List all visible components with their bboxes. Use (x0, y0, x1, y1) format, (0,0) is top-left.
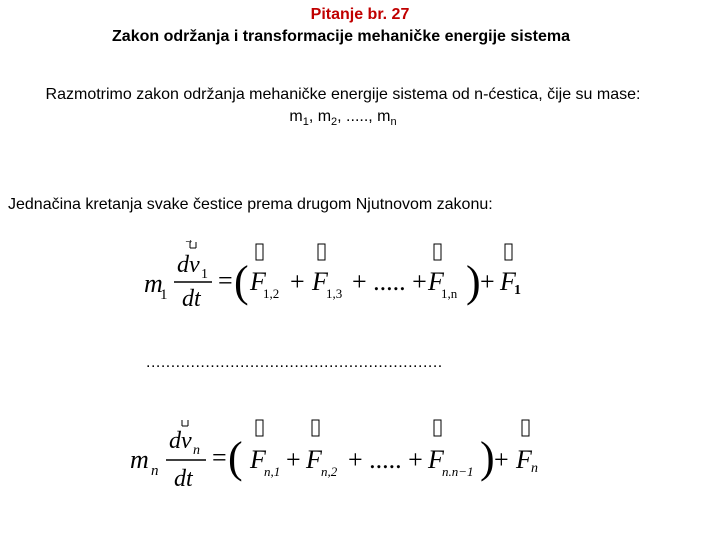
ellipsis-row: ............................................................ (146, 354, 443, 371)
eq1-equals: = (218, 266, 233, 295)
mass-1: m (289, 108, 303, 125)
eq1-f2-vector-mark-icon (318, 244, 325, 260)
eq1-mass-index: 1 (160, 287, 168, 303)
slide-title: Pitanje br. 27 (310, 6, 410, 23)
eq1-v-vector-mark-icon (190, 242, 196, 248)
mass-list (6, 106, 680, 133)
eq2-dv-index: n (193, 443, 200, 458)
mass-1-index: 1 (302, 116, 309, 129)
eq1-f4-index: 1 (514, 283, 521, 298)
eq2-f3-vector-mark-icon (434, 420, 441, 436)
eq1-left-paren: ( (234, 257, 249, 306)
eq2-mass: m (130, 445, 149, 474)
eq2-f2-vector-mark-icon (312, 420, 319, 436)
eq2-f3: F (428, 445, 444, 474)
eq1-dv: dv (177, 252, 200, 278)
eq2-f4: F (516, 445, 532, 474)
eq2-f1-vector-mark-icon (256, 420, 263, 436)
eq2-f4-vector-mark-icon (522, 420, 529, 436)
mass-ellipsis: , ....., (337, 108, 378, 125)
eq1-f3: F (428, 267, 444, 296)
slide-subtitle: Zakon održanja i transformacije mehaničke energije sistema (112, 28, 570, 45)
equations-intro: Jednačina kretanja svake čestice prema drugom Njutnovom zakonu: (8, 196, 493, 213)
eq1-f2-index: 1,3 (326, 286, 343, 301)
eq2-plus-ellipsis: + ..... + (348, 445, 423, 474)
eq1-f2: F (312, 267, 328, 296)
mass-n-index: n (390, 116, 397, 129)
eq1-f1-vector-mark-icon (256, 244, 263, 260)
eq1-plus-ellipsis: + ..... + (352, 267, 427, 296)
eq1-f1: F (250, 267, 266, 296)
mass-n: m (377, 108, 391, 125)
eq2-f4-index: n (531, 461, 538, 476)
equation-particle-1 (0, 230, 560, 320)
eq2-plus-1: + (286, 445, 301, 474)
eq1-f4-vector-mark-icon (505, 244, 512, 260)
eq2-v-vector-mark-icon (182, 420, 188, 426)
eq2-f1: F (250, 445, 266, 474)
eq2-dv: dv (169, 428, 192, 454)
intro-paragraph (6, 84, 680, 133)
eq1-f3-vector-mark-icon (434, 244, 441, 260)
eq2-f1-index: n,1 (264, 464, 281, 479)
eq2-left-paren: ( (228, 433, 243, 482)
eq2-f2: F (306, 445, 322, 474)
eq1-vector-arrow-icon (185, 240, 192, 243)
eq2-f2-index: n,2 (321, 464, 338, 479)
eq1-plus-1: + (290, 267, 305, 296)
intro-text: Razmotrimo zakon održanja mehaničke energije sistema od n-ćestica, čije su mase: (45, 86, 641, 103)
eq1-dv-index: 1 (201, 267, 208, 282)
eq1-right-paren: ) (466, 257, 481, 306)
eq1-dt: dt (182, 286, 201, 312)
eq2-dt: dt (174, 466, 193, 492)
mass-separator: , (308, 108, 318, 125)
eq2-mass-index: n (151, 463, 159, 479)
eq1-f4: F (500, 267, 516, 296)
mass-2-index: 2 (331, 116, 338, 129)
eq2-plus-2: + (494, 445, 509, 474)
eq2-f3-index: n.n−1 (442, 464, 474, 479)
eq1-plus-2: + (480, 267, 495, 296)
eq1-f3-index: 1,n (441, 286, 458, 301)
eq1-mass: m (144, 269, 163, 298)
mass-2: m (317, 108, 332, 125)
equation-particle-n (0, 416, 560, 506)
eq2-equals: = (212, 443, 227, 472)
eq2-right-paren: ) (480, 433, 495, 482)
eq1-f1-index: 1,2 (263, 286, 280, 301)
